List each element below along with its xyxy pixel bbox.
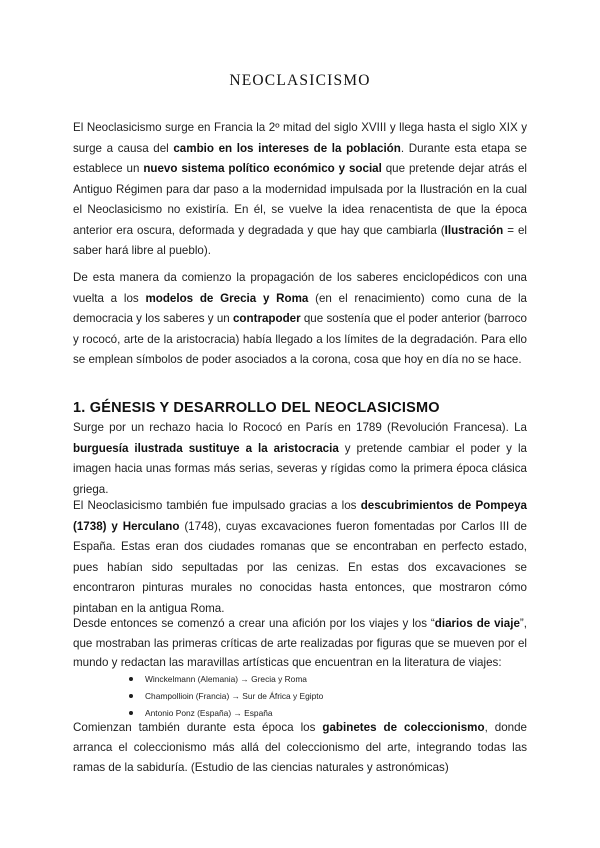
document-title: NEOCLASICISMO xyxy=(229,72,371,89)
section-paragraph-2: El Neoclasicismo también fue impulsado gracias a los descubrimientos de Pompeya (1738) y Herculano (1748), cuyas excavaciones fueron fomentadas por Carlos III de España. Estas eran dos ciudades romanas que se encontraban en perfecto estado, pues habían sido sepultadas por las cenizas. En estas dos excavaciones se encontraron pinturas murales no conocidas hasta entonces, que mostraron cómo pintaban en la antigua Roma. xyxy=(73,499,528,615)
list-item: Winckelmann (Alemania) → Grecia y Roma xyxy=(129,671,323,688)
list-item: Champollioin (Francia) → Sur de África y Egipto xyxy=(129,688,323,705)
travelers-list xyxy=(129,671,323,722)
highlight-gabinetes: gabinetes de coleccionismo xyxy=(322,721,485,734)
highlight-burguesia: burguesía ilustrada sustituye a la aristocracia xyxy=(73,441,339,455)
section-paragraph-3: Desde entonces se comenzó a crear una afición por los viajes y los “diarios de viaje”, que mostraban las primeras críticas de arte realizadas por figuras que se mueven por el mundo y redactan las maravillas artísticas que encuentran en la literatura de viajes: xyxy=(73,617,527,669)
section-paragraph-4: Comienzan también durante esta época los gabinetes de coleccionismo, donde arranca el coleccionismo más allá del coleccionismo del arte, integrando todas las ramas de la sabiduría. (Estudio de las ciencias naturales y astronómicas) xyxy=(73,721,528,774)
highlight-modelos: modelos de Grecia y Roma xyxy=(145,291,309,305)
highlight-descubrimientos: descubrimientos de Pompeya (1738) y Herculano xyxy=(73,499,528,533)
highlight-diarios: diarios de viaje xyxy=(434,617,520,630)
highlight-cambio: cambio en los intereses de la población xyxy=(173,141,401,155)
highlight-nuevo-sistema: nuevo sistema político económico y social xyxy=(143,162,382,175)
intro-paragraph-1: El Neoclasicismo surge en Francia la 2º mitad del siglo XVIII y llega hasta el siglo XIX y surge a causa del cambio en los intereses de la población. Durante esta etapa se establece un nuevo sistema político económico y social que pretende dejar atrás el Antiguo Régimen para dar paso a la modernidad impulsada por la Ilustración en la cual el Neoclasicismo no existiría. En él, se vuelve la idea renacentista de que la época anterior era oscura, deformada y degradada y que hay que cambiarla (Ilustración = el saber hará libre al pueblo). xyxy=(73,121,527,257)
section-heading: 1. GÉNESIS Y DESARROLLO DEL NEOCLASICISMO xyxy=(73,400,440,416)
highlight-contrapoder: contrapoder xyxy=(232,312,301,325)
intro-paragraph-2: De esta manera da comienzo la propagación de los saberes enciclopédicos con una vuelta a los modelos de Grecia y Roma (en el renacimiento) como cuna de la democracia y los saberes y un contrapoder que sostenía que el poder anterior (barroco y rococó, arte de la aristocracia) había llegado a los límites de la degradación. Para ello se emplean símbolos de poder asociados a la corona, cosa que hoy en día no se hace. xyxy=(73,271,527,366)
highlight-ilustracion: Ilustración xyxy=(444,223,504,237)
section-paragraph-1: Surge por un rechazo hacia lo Rococó en París en 1789 (Revolución Francesa). La burguesía ilustrada sustituye a la aristocracia y pretende cambiar el poder y la imagen hacia unas formas más serias, severas y rígidas como la primera época clásica griega. xyxy=(73,421,527,496)
list-item: Antonio Ponz (España) → España xyxy=(129,705,323,722)
